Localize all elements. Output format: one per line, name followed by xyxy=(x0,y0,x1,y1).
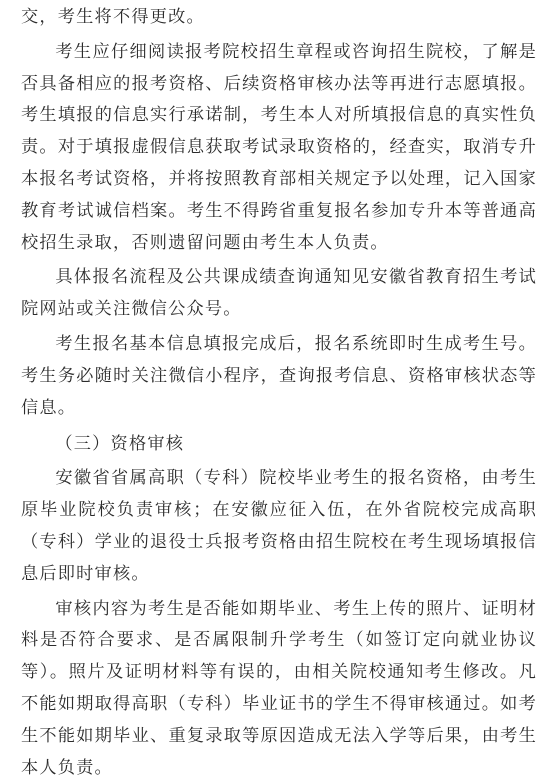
paragraph-registration-process: 具体报名流程及公共课成绩查询通知见安徽省教育招生考试院网站或关注微信公众号。 xyxy=(21,267,537,320)
paragraph-review-content: 审核内容为考生是否能如期毕业、考生上传的照片、证明材料是否符合要求、是否属限制升学考生（如签订定向就业协议等）。照片及证明材料等有误的，由相关院校通知考生修改。凡不能如期取得高职（专科）毕业证书的学生不得审核通过。如考生不能如期毕业、重复录取等原因造成无法入学等后果，由考生本人负责。 xyxy=(21,598,537,778)
paragraph-application-notice: 考生应仔细阅读报考院校招生章程或咨询招生院校，了解是否具备相应的报考资格、后续资格审核办法等再进行志愿填报。考生填报的信息实行承诺制，考生本人对所填报信息的真实性负责。对于填报虚假信息获取考试录取资格的，经查实，取消专升本报名考试资格，并将按照教育部相关规定予以处理，记入国家教育考试诚信档案。考生不得跨省重复报名参加专升本等普通高校招生录取，否则遗留问题由考生本人负责。 xyxy=(21,41,537,253)
paragraph-qualification-scope: 安徽省省属高职（专科）院校毕业考生的报名资格，由考生原毕业院校负责审核；在安徽应征入伍，在外省院校完成高职（专科）学业的退役士兵报考资格由招生院校在考生现场填报信息后即时审核。 xyxy=(21,468,537,584)
section-heading-qualification-review: （三）资格审核 xyxy=(55,434,185,455)
paragraph-continuation: 交，考生将不得更改。 xyxy=(21,7,205,27)
paragraph-candidate-number: 考生报名基本信息填报完成后，报名系统即时生成考生号。考生务必随时关注微信小程序，查询报考信息、资格审核状态等信息。 xyxy=(21,333,537,418)
